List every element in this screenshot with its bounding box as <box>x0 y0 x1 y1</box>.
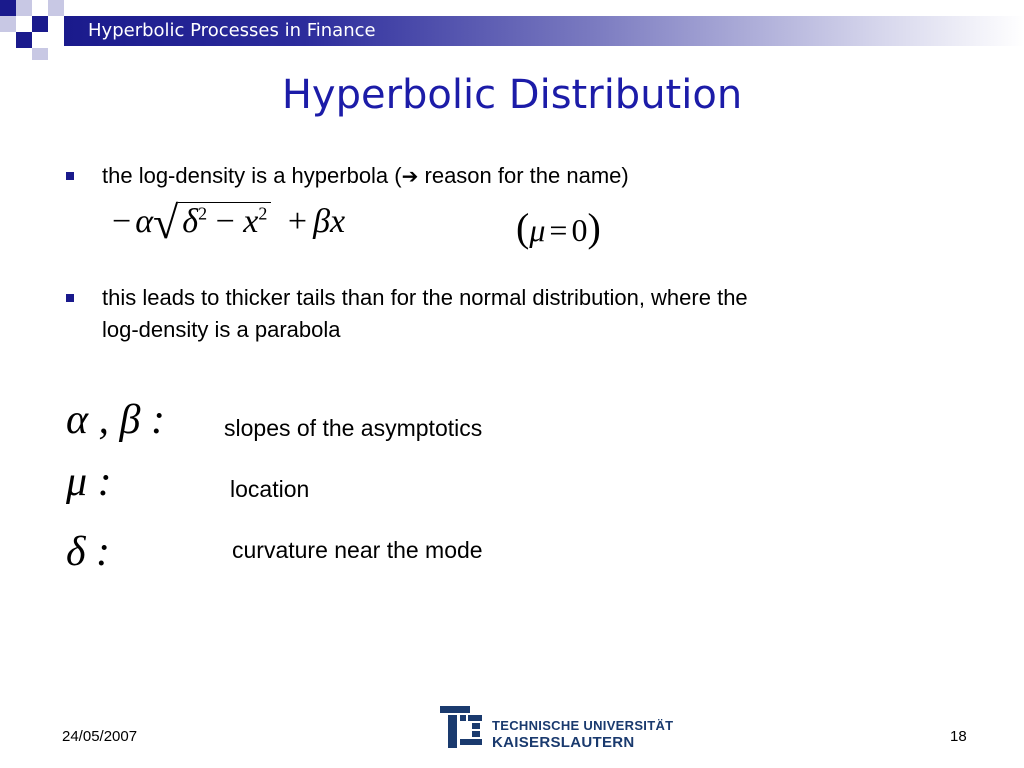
formula-exp-1: 2 <box>198 203 208 224</box>
cond-zero: 0 <box>571 212 588 248</box>
radical-icon: √ <box>153 197 179 248</box>
cond-open: ( <box>516 205 530 250</box>
bullet-1-text-pre: the log-density is a hyperbola ( <box>102 163 402 188</box>
corner-square-5 <box>32 16 48 32</box>
def-label-slopes: slopes of the asymptotics <box>224 415 483 441</box>
bullet-1-text-post: reason for the name) <box>418 163 629 188</box>
formula-x: x <box>243 203 259 240</box>
corner-square-6 <box>16 32 32 48</box>
corner-square-3 <box>48 0 64 16</box>
bullet-text-1 <box>102 160 629 192</box>
formula-alpha: α <box>135 203 154 240</box>
def-label-location: location <box>230 476 310 502</box>
footer-date: 24/05/2007 <box>62 728 138 745</box>
formula-condition <box>516 204 601 251</box>
def-symbol-mu: μ : <box>66 459 112 505</box>
cond-eq: = <box>549 212 568 248</box>
square-bullet-icon <box>66 172 74 180</box>
slide-title: Hyperbolic Distribution <box>281 72 743 118</box>
corner-square-7 <box>32 48 48 60</box>
bullet-2-line-2: log-density is a parabola <box>102 317 341 342</box>
formula-minus-2: − <box>215 203 235 240</box>
page-number: 18 <box>950 728 967 745</box>
def-symbol-alpha-beta: α , β : <box>66 397 165 443</box>
formula-delta: δ <box>182 203 199 240</box>
arrow-icon: ➔ <box>401 164 419 188</box>
def-symbol-delta: δ : <box>66 529 111 575</box>
corner-square-4 <box>0 16 16 32</box>
formula-minus: − <box>112 203 132 240</box>
bullet-2-line-1: this leads to thicker tails than for the normal distribution, where the <box>102 285 748 310</box>
corner-square-2 <box>16 0 32 16</box>
square-bullet-icon <box>66 294 74 302</box>
logo-text-line-2: KAISERSLAUTERN <box>492 734 635 751</box>
tu-logo-icon <box>438 706 488 755</box>
header-title: Hyperbolic Processes in Finance <box>88 20 376 41</box>
def-label-curvature: curvature near the mode <box>232 537 483 563</box>
corner-square-1 <box>0 0 16 16</box>
cond-mu: μ <box>529 212 546 248</box>
formula-exp-2: 2 <box>258 203 268 224</box>
formula-beta: β <box>313 203 331 240</box>
formula-x-2: x <box>330 203 346 240</box>
logo-text-line-1: TECHNISCHE UNIVERSITÄT <box>492 718 674 733</box>
bullet-text-2 <box>102 282 748 346</box>
cond-close: ) <box>587 205 601 250</box>
radicand <box>178 202 271 241</box>
formula-plus: + <box>287 203 308 240</box>
formula <box>112 197 346 248</box>
